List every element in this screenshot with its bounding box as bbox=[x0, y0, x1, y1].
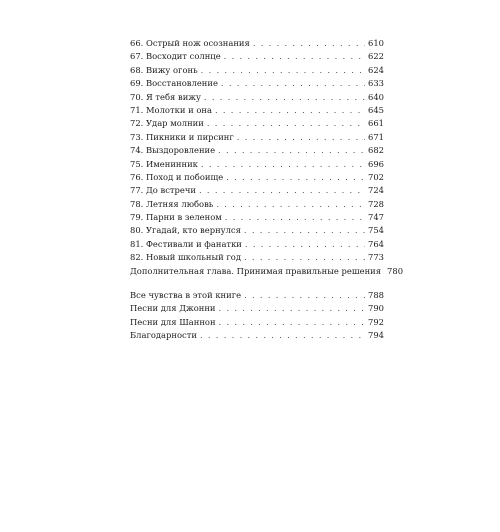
toc-entry-title: 82. Новый школьный год bbox=[130, 252, 241, 263]
toc-leader-dots bbox=[200, 329, 365, 342]
toc-entry[interactable] bbox=[130, 224, 384, 237]
toc-entry[interactable] bbox=[130, 91, 384, 104]
toc-entry-page: 773 bbox=[368, 252, 384, 263]
toc-entry[interactable] bbox=[130, 265, 404, 278]
toc-leader-dots bbox=[207, 117, 365, 130]
toc-entry-page: 661 bbox=[368, 118, 384, 129]
toc-entry-title: 73. Пикники и пирсинг bbox=[130, 131, 234, 142]
toc-entry-page: 622 bbox=[368, 51, 384, 62]
toc-entry-page: 764 bbox=[368, 238, 384, 249]
toc-leader-dots bbox=[244, 251, 365, 264]
toc-entry-title: 74. Выздоровление bbox=[130, 145, 216, 156]
toc-leader-dots bbox=[201, 64, 365, 77]
toc-entry[interactable] bbox=[130, 289, 384, 302]
toc-list bbox=[130, 37, 404, 343]
toc-leader-dots bbox=[201, 158, 365, 171]
toc-entry-page: 645 bbox=[368, 104, 384, 115]
toc-leader-dots bbox=[204, 91, 365, 104]
toc-entry-page: 790 bbox=[368, 303, 384, 314]
toc-leader-dots bbox=[225, 211, 365, 224]
toc-entry-title: 66. Острый нож осознания bbox=[130, 38, 250, 48]
toc-entry-page: 724 bbox=[368, 185, 384, 196]
toc-entry-page: 754 bbox=[368, 225, 384, 236]
toc-entry-title: 79. Парни в зеленом bbox=[130, 212, 222, 223]
toc-entry[interactable] bbox=[130, 211, 384, 224]
toc-entry[interactable] bbox=[130, 50, 384, 63]
toc-entry-page: 610 bbox=[368, 38, 384, 48]
toc-leader-dots bbox=[221, 77, 365, 90]
toc-entry[interactable] bbox=[130, 144, 384, 157]
toc-leader-dots bbox=[218, 144, 365, 157]
toc-leader-dots bbox=[226, 171, 365, 184]
toc-entry-title: 67. Восходит солнце bbox=[130, 51, 221, 62]
toc-entry-title: 76. Поход и побоище bbox=[130, 171, 224, 182]
toc-entry-title: 75. Именинник bbox=[130, 158, 198, 169]
toc-entry[interactable] bbox=[130, 131, 384, 144]
toc-entry[interactable] bbox=[130, 77, 384, 90]
toc-leader-dots bbox=[237, 131, 365, 144]
toc-entry-page: 682 bbox=[368, 145, 384, 156]
toc-leader-dots bbox=[245, 238, 365, 251]
toc-entry[interactable] bbox=[130, 64, 384, 77]
toc-entry-title: Песни для Джонни bbox=[130, 303, 216, 314]
toc-leader-dots bbox=[244, 289, 365, 302]
toc-entry-page: 696 bbox=[368, 158, 384, 169]
toc-entry-title: Песни для Шаннон bbox=[130, 316, 216, 327]
toc-leader-dots bbox=[215, 104, 365, 117]
toc-entry-title: 72. Удар молнии bbox=[130, 118, 204, 129]
toc-entry-page: 728 bbox=[368, 198, 384, 209]
toc-leader-dots bbox=[253, 37, 365, 50]
toc-entry-page: 794 bbox=[368, 330, 384, 341]
toc-entry-title: 80. Угадай, кто вернулся bbox=[130, 225, 241, 236]
toc-entry-page: 788 bbox=[368, 290, 384, 301]
toc-entry-page: 633 bbox=[368, 78, 384, 89]
toc-entry-title: 69. Восстановление bbox=[130, 78, 218, 89]
toc-entry-title: 68. Вижу огонь bbox=[130, 64, 198, 75]
toc-entry-page: 640 bbox=[368, 91, 384, 102]
toc-leader-dots bbox=[224, 50, 365, 63]
toc-leader-dots bbox=[244, 224, 365, 237]
toc-entry-title: 81. Фестивали и фанатки bbox=[130, 238, 242, 249]
toc-entry[interactable] bbox=[130, 158, 384, 171]
toc-entry-title: 78. Летняя любовь bbox=[130, 198, 214, 209]
toc-entry[interactable] bbox=[130, 104, 384, 117]
toc-entry-title: 71. Молотки и она bbox=[130, 104, 212, 115]
toc-leader-dots bbox=[219, 316, 365, 329]
toc-entry-page: 780 bbox=[387, 265, 404, 276]
toc-entry-title: 77. До встречи bbox=[130, 185, 196, 196]
toc-entry[interactable] bbox=[130, 251, 384, 264]
toc-leader-dots bbox=[199, 184, 365, 197]
toc-entry[interactable] bbox=[130, 238, 384, 251]
toc-leader-dots bbox=[219, 302, 365, 315]
toc-entry-title: Дополнительная глава. Принимая правильные решения bbox=[130, 265, 382, 276]
toc-entry[interactable] bbox=[130, 171, 384, 184]
toc-section-gap bbox=[130, 278, 384, 289]
toc-entry-title: Все чувства в этой книге bbox=[130, 290, 242, 301]
toc-entry[interactable] bbox=[130, 316, 384, 329]
toc-entry[interactable] bbox=[130, 329, 384, 342]
toc-entry-page: 747 bbox=[368, 212, 384, 223]
toc-entry[interactable] bbox=[130, 37, 384, 50]
toc-entry-page: 671 bbox=[368, 131, 384, 142]
toc-entry-page: 624 bbox=[368, 64, 384, 75]
toc-entry-page: 792 bbox=[368, 316, 384, 327]
toc-entry[interactable] bbox=[130, 198, 384, 211]
toc-entry[interactable] bbox=[130, 184, 384, 197]
toc-entry-title: 70. Я тебя вижу bbox=[130, 91, 201, 102]
toc-leader-dots bbox=[216, 198, 365, 211]
toc-entry[interactable] bbox=[130, 302, 384, 315]
toc-entry-title: Благодарности bbox=[130, 330, 197, 341]
toc-entry-page: 702 bbox=[368, 171, 384, 182]
toc-entry[interactable] bbox=[130, 117, 384, 130]
